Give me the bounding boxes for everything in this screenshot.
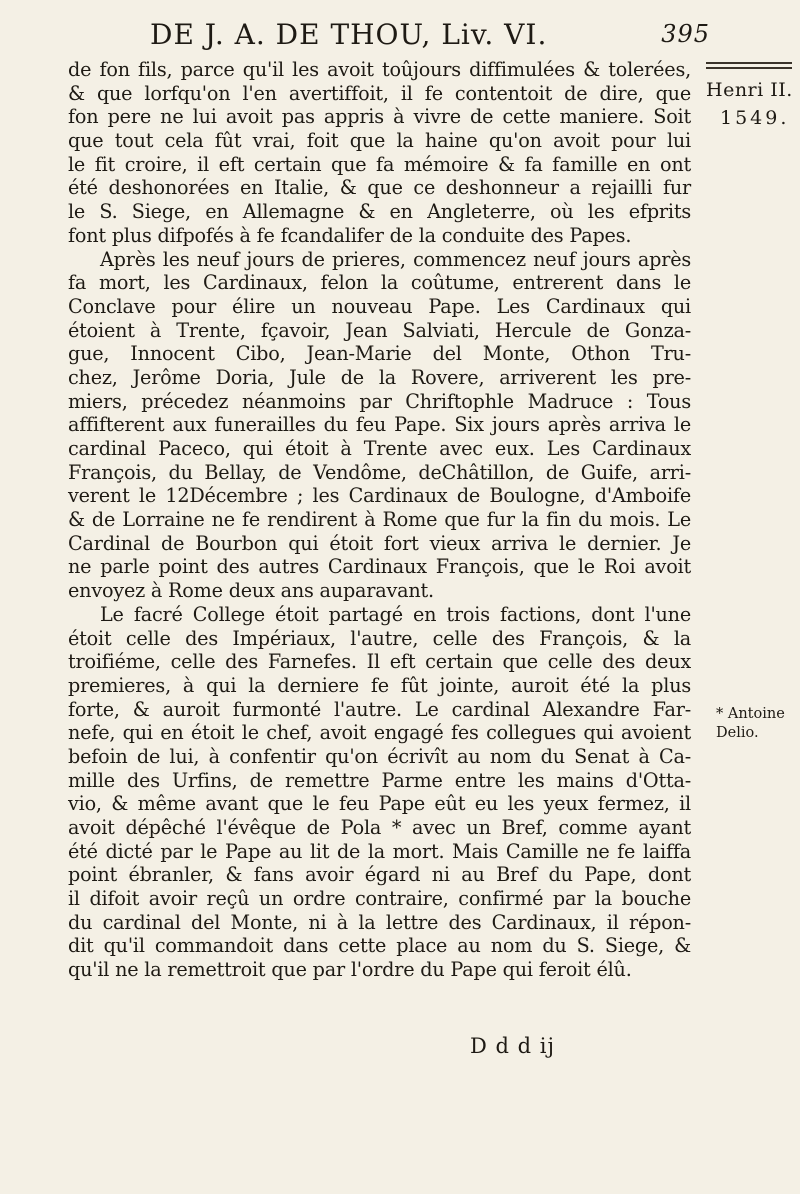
- text-line: Conclave pour élire un nouveau Pape. Les Cardinaux qui: [68, 294, 691, 318]
- body-text: [68, 58, 691, 982]
- margin-sidenote: [706, 62, 800, 129]
- text-line: fon pere ne lui avoit pas appris à vivre de cette maniere. Soit: [68, 105, 691, 129]
- text-line: été deshonorées en Italie, & que ce deshonneur a rejailli fur: [68, 176, 691, 200]
- text-line: il difoit avoir reçû un ordre contraire, confirmé par la bouche: [68, 887, 691, 911]
- text-line: & que lorfqu'on l'en avertiffoit, il fe contentoit de dire, que: [68, 81, 691, 105]
- text-line: troifiéme, celle des Farnefes. Il eft certain que celle des deux: [68, 650, 691, 674]
- margin-rule: [706, 62, 792, 64]
- text-line: Le facré College étoit partagé en trois factions, dont l'une: [100, 602, 691, 626]
- margin-note-line: Delio.: [716, 725, 759, 741]
- text-line: Cardinal de Bourbon qui étoit fort vieux arriva le dernier. Je: [68, 531, 691, 555]
- text-line: verent le 12Décembre ; les Cardinaux de Boulogne, d'Amboife: [68, 484, 691, 508]
- text-line: dit qu'il commandoit dans cette place au nom du S. Siege, &: [68, 934, 691, 958]
- text-line: gue, Innocent Cibo, Jean-Marie del Monte, Othon Tru-: [68, 342, 691, 366]
- text-line: qu'il ne la remettroit que par l'ordre du Pape qui feroit élû.: [68, 958, 632, 982]
- text-line: cardinal Paceco, qui étoit à Trente avec eux. Les Cardinaux: [68, 437, 691, 460]
- text-line: ne parle point des autres Cardinaux François, que le Roi avoit: [68, 555, 691, 579]
- margin-rule: [706, 67, 792, 69]
- text-line: & de Lorraine ne fe rendirent à Rome que fur la fin du mois. Le: [68, 508, 691, 532]
- text-line: miers, précedez néanmoins par Chriftophle Madruce : Tous: [68, 389, 691, 413]
- text-line: vio, & même avant que le feu Pape eût eu les yeux fermez, il: [68, 792, 691, 816]
- margin-reign-heading: Henri II.: [706, 79, 793, 101]
- margin-footnote: [716, 705, 796, 743]
- text-line: Après les neuf jours de prieres, commencez neuf jours après: [100, 247, 691, 271]
- running-head-title: DE J. A. DE THOU, Liv. VI.: [150, 18, 548, 51]
- text-line: nefe, qui en étoit le chef, avoit engagé fes collegues qui avoient: [68, 721, 691, 745]
- text-line: point ébranler, & fans avoir égard ni au Bref du Pape, dont: [68, 863, 691, 887]
- text-line: étoit celle des Impériaux, l'autre, celle des François, & la: [68, 626, 691, 650]
- text-line: forte, & auroit furmonté l'autre. Le cardinal Alexandre Far-: [68, 697, 691, 721]
- margin-note-line: * Antoine: [716, 706, 785, 722]
- text-line: le S. Siege, en Allemagne & en Angleterre, où les efprits: [68, 200, 691, 224]
- text-line: avoit dépêché l'évêque de Pola * avec un Bref, comme ayant: [68, 816, 691, 839]
- text-line: été dicté par le Pape au lit de la mort. Mais Camille ne fe laiffa: [68, 839, 691, 863]
- text-line: affifterent aux funerailles du feu Pape. Six jours après arriva le: [68, 413, 691, 437]
- text-line: chez, Jerôme Doria, Jule de la Rovere, arriverent les pre-: [68, 365, 691, 389]
- signature-mark: D d d ij: [470, 1034, 555, 1058]
- text-line: envoyez à Rome deux ans auparavant.: [68, 579, 434, 603]
- page-number: 395: [661, 20, 710, 48]
- text-line: étoient à Trente, fçavoir, Jean Salviati, Hercule de Gonza-: [68, 318, 691, 342]
- text-line: premieres, à qui la derniere fe fût jointe, auroit été la plus: [68, 673, 691, 697]
- text-line: que tout cela fût vrai, foit que la haine qu'on avoit pour lui: [68, 129, 691, 153]
- text-line: font plus difpofés à fe fcandalifer de la conduite des Papes.: [68, 223, 632, 247]
- text-line: François, du Bellay, de Vendôme, deChâtillon, de Guife, arri-: [68, 460, 691, 484]
- margin-year: 1549.: [720, 107, 790, 129]
- text-line: mille des Urfins, de remettre Parme entre les mains d'Otta-: [68, 768, 691, 792]
- text-line: du cardinal del Monte, ni à la lettre des Cardinaux, il répon-: [68, 910, 691, 934]
- text-line: fa mort, les Cardinaux, felon la coûtume, entrerent dans le: [68, 271, 691, 295]
- text-line: de fon fils, parce qu'il les avoit toûjours diffimulées & tolerées,: [68, 58, 691, 81]
- text-line: befoin de lui, à confentir qu'on écrivît au nom du Senat à Ca-: [68, 744, 691, 768]
- text-line: le fit croire, il eft certain que fa mémoire & fa famille en ont: [68, 152, 691, 176]
- running-head: [150, 18, 710, 58]
